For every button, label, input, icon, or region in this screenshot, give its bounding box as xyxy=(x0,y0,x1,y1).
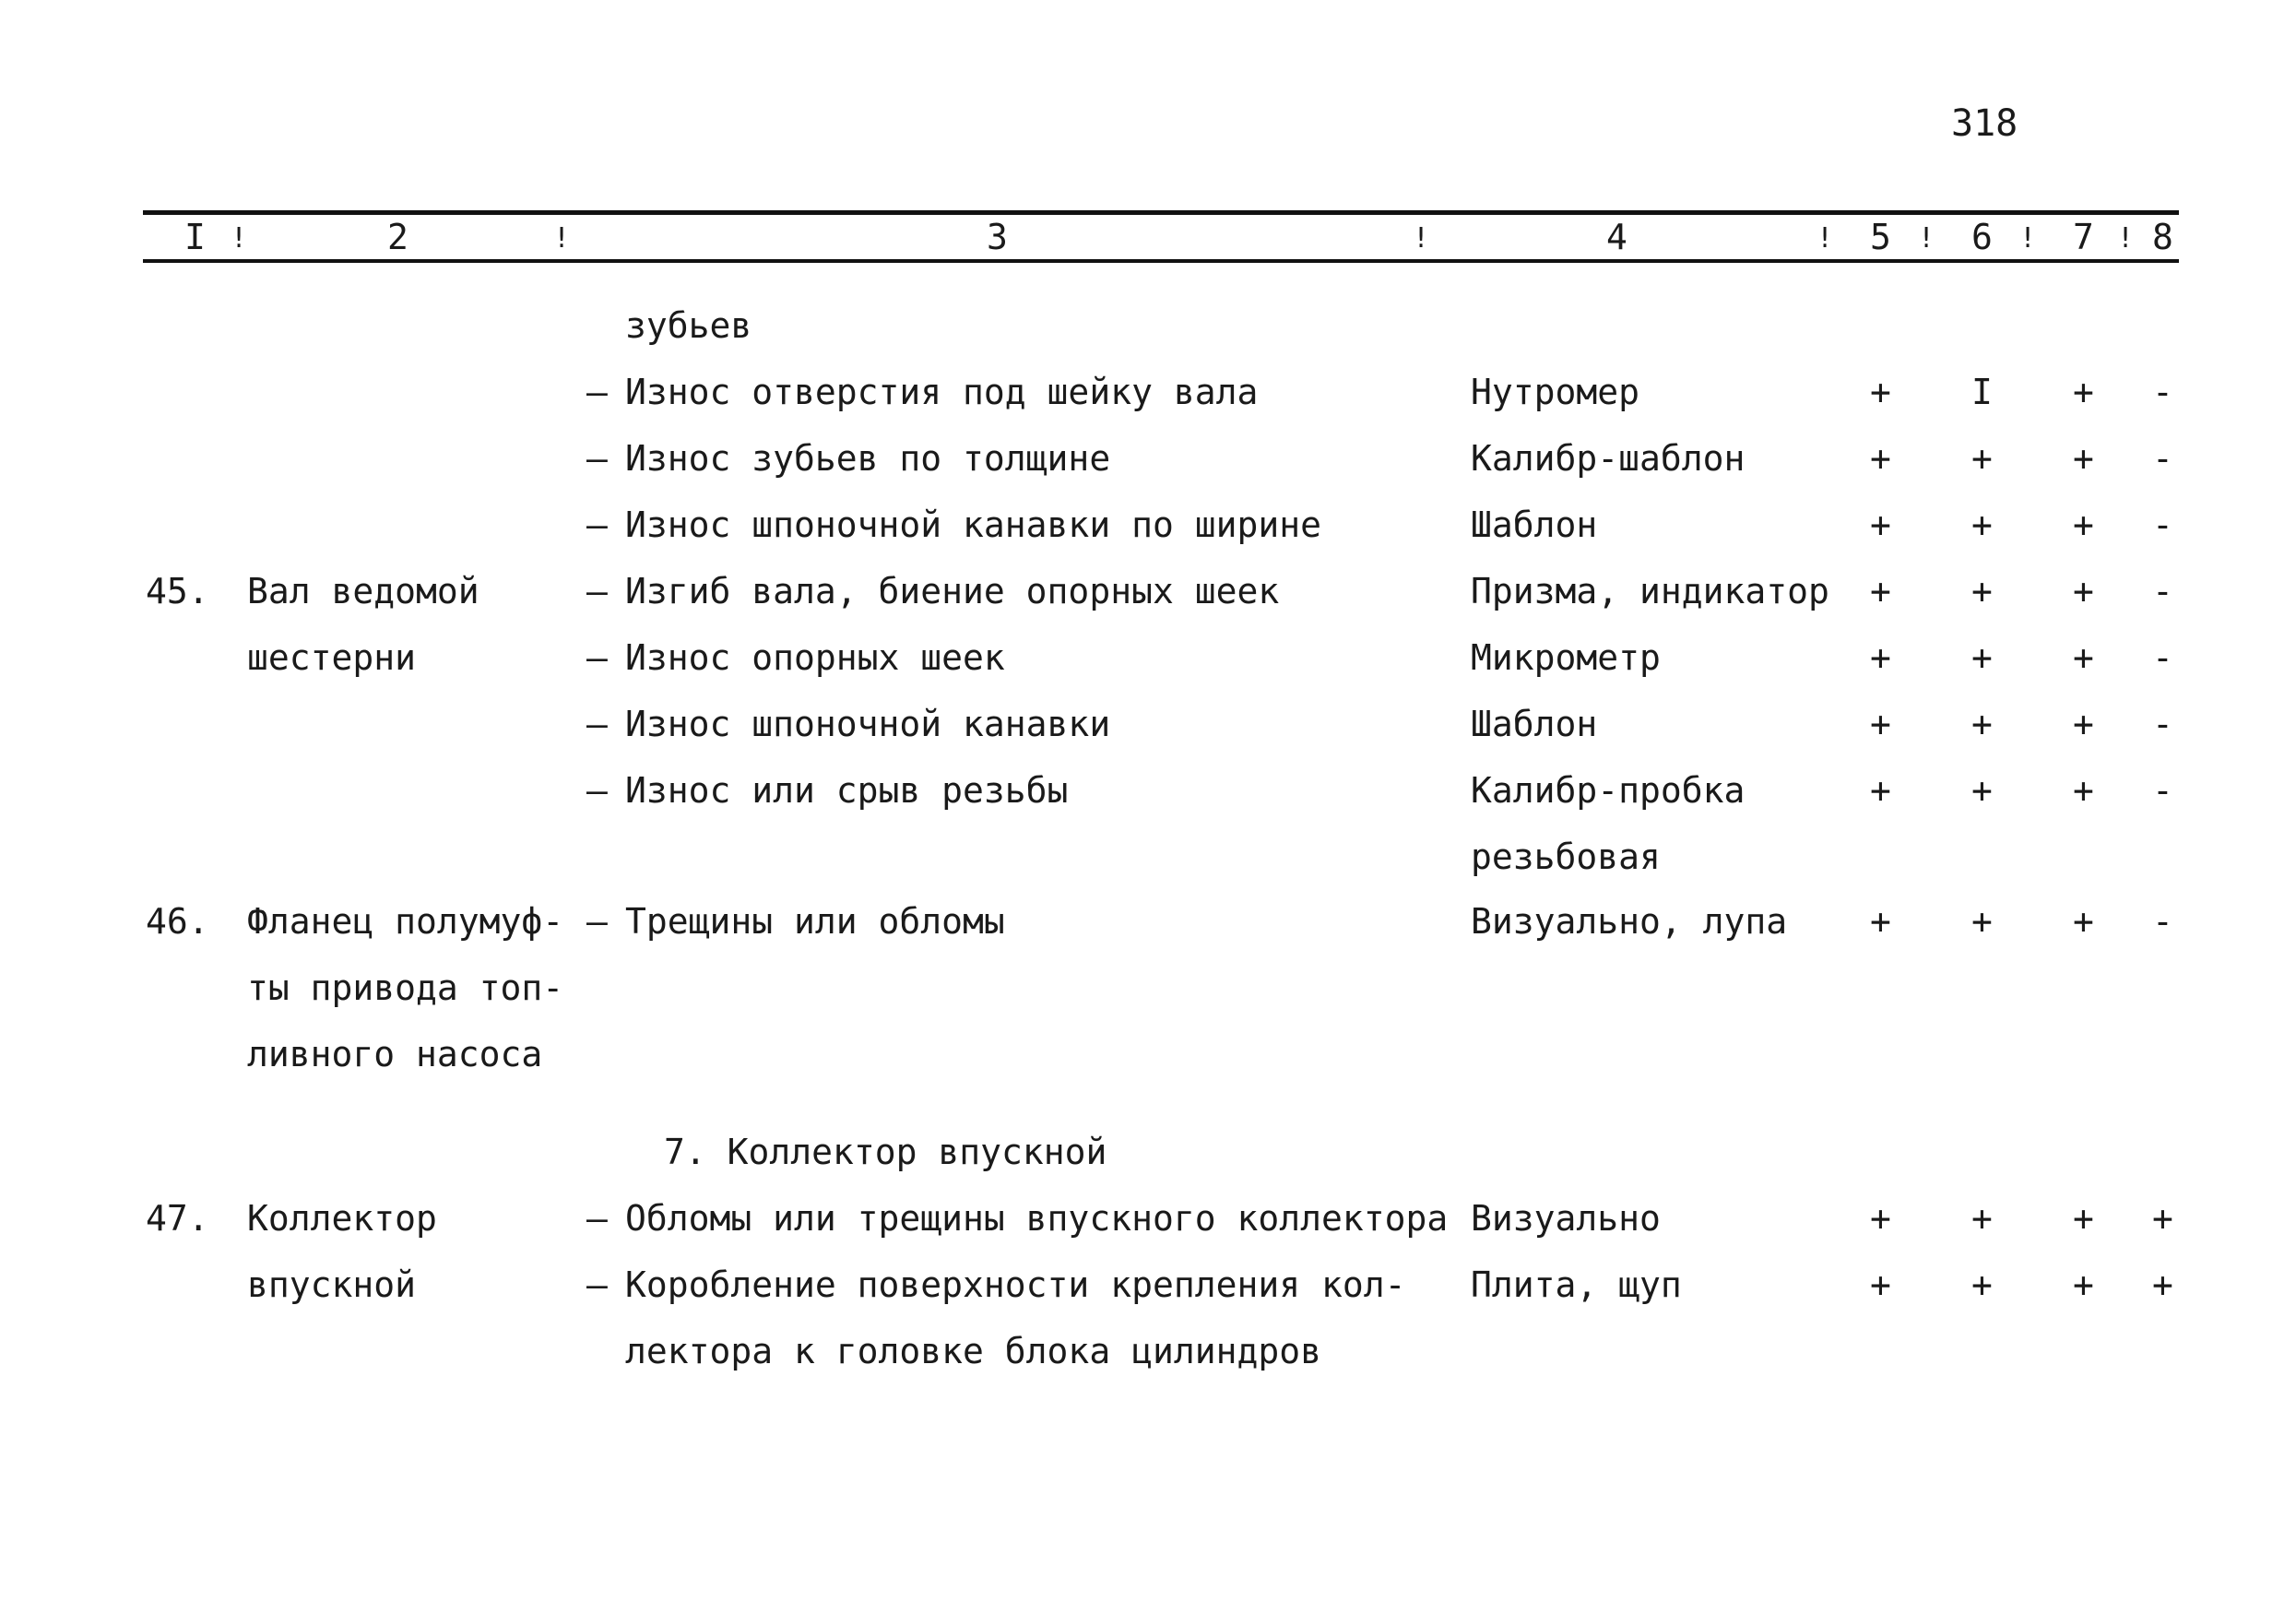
col-separator: ! xyxy=(231,222,248,255)
col-separator: ! xyxy=(553,222,571,255)
defect-text: Износ шпоночной канавки по ширине xyxy=(625,504,1321,545)
item-number: 47. xyxy=(146,1198,209,1239)
mark-col-8: - xyxy=(2152,704,2173,744)
mark-col-8: - xyxy=(2152,504,2173,545)
col-header-5: 5 xyxy=(1870,217,1891,257)
col-separator: ! xyxy=(2019,222,2037,255)
mark-col-8: + xyxy=(2152,1264,2173,1305)
tool-text: Калибр-пробка xyxy=(1471,770,1746,811)
defect-text: Обломы или трещины впускного коллектора xyxy=(625,1198,1449,1239)
part-name: Коллектор xyxy=(247,1198,437,1239)
mark-col-7: + xyxy=(2073,770,2094,811)
mark-col-5: + xyxy=(1870,438,1891,479)
mark-col-8: - xyxy=(2152,438,2173,479)
mark-col-5: + xyxy=(1870,704,1891,744)
mark-col-6: + xyxy=(1971,438,1993,479)
defect-text: зубьев xyxy=(625,305,752,346)
mark-col-8: - xyxy=(2152,770,2173,811)
defect-text: Износ зубьев по толщине xyxy=(625,438,1111,479)
mark-col-6: + xyxy=(1971,504,1993,545)
tool-text: Призма, индикатор xyxy=(1471,571,1829,611)
mark-col-5: + xyxy=(1870,571,1891,611)
defect-dash: – xyxy=(586,1198,608,1239)
defect-text: Износ шпоночной канавки xyxy=(625,704,1111,744)
tool-text: Плита, щуп xyxy=(1471,1264,1682,1305)
part-name: Вал ведомой xyxy=(247,571,479,611)
tool-text: Шаблон xyxy=(1471,704,1598,744)
mark-col-6: + xyxy=(1971,770,1993,811)
tool-text: Калибр-шаблон xyxy=(1471,438,1746,479)
defect-dash: – xyxy=(586,571,608,611)
tool-text: Визуально xyxy=(1471,1198,1661,1239)
mark-col-6: I xyxy=(1971,372,1993,412)
mark-col-5: + xyxy=(1870,1198,1891,1239)
mark-col-5: + xyxy=(1870,372,1891,412)
mark-col-7: + xyxy=(2073,571,2094,611)
mark-col-7: + xyxy=(2073,1264,2094,1305)
defect-text: Износ опорных шеек xyxy=(625,637,1005,678)
tool-text: Микрометр xyxy=(1471,637,1661,678)
defect-dash: – xyxy=(586,504,608,545)
mark-col-6: + xyxy=(1971,571,1993,611)
item-number: 45. xyxy=(146,571,209,611)
mark-col-7: + xyxy=(2073,637,2094,678)
mark-col-7: + xyxy=(2073,704,2094,744)
defect-text: Изгиб вала, биение опорных шеек xyxy=(625,571,1280,611)
mark-col-5: + xyxy=(1870,770,1891,811)
col-header-4: 4 xyxy=(1606,217,1627,257)
part-name: впускной xyxy=(247,1264,417,1305)
mark-col-5: + xyxy=(1870,1264,1891,1305)
mark-col-7: + xyxy=(2073,901,2094,942)
col-separator: ! xyxy=(1817,222,1834,255)
defect-dash: – xyxy=(586,770,608,811)
tool-text: резьбовая xyxy=(1471,837,1661,877)
table-header-rule xyxy=(143,259,2179,263)
part-name: шестерни xyxy=(247,637,417,678)
tool-text: Визуально, лупа xyxy=(1471,901,1788,942)
col-header-8: 8 xyxy=(2152,217,2173,257)
defect-dash: – xyxy=(586,372,608,412)
defect-text: Износ отверстия под шейку вала xyxy=(625,372,1259,412)
col-separator: ! xyxy=(1413,222,1430,255)
defect-text: Трещины или обломы xyxy=(625,901,1005,942)
mark-col-8: - xyxy=(2152,571,2173,611)
defect-text: Коробление поверхности крепления кол- xyxy=(625,1264,1406,1305)
col-header-6: 6 xyxy=(1971,217,1993,257)
mark-col-5: + xyxy=(1870,504,1891,545)
col-header-3: 3 xyxy=(987,217,1008,257)
defect-dash: – xyxy=(586,704,608,744)
mark-col-6: + xyxy=(1971,1264,1993,1305)
mark-col-7: + xyxy=(2073,372,2094,412)
defect-text: лектора к головке блока цилиндров xyxy=(625,1331,1321,1371)
col-separator: ! xyxy=(2117,222,2135,255)
tool-text: Шаблон xyxy=(1471,504,1598,545)
mark-col-6: + xyxy=(1971,704,1993,744)
col-header-2: 2 xyxy=(387,217,408,257)
part-name: ты привода топ- xyxy=(247,967,564,1008)
mark-col-8: + xyxy=(2152,1198,2173,1239)
defect-dash: – xyxy=(586,901,608,942)
defect-text: Износ или срыв резьбы xyxy=(625,770,1069,811)
defect-dash: – xyxy=(586,438,608,479)
mark-col-6: + xyxy=(1971,901,1993,942)
item-number: 46. xyxy=(146,901,209,942)
mark-col-7: + xyxy=(2073,438,2094,479)
mark-col-8: - xyxy=(2152,637,2173,678)
col-header-1: I xyxy=(184,217,206,257)
mark-col-6: + xyxy=(1971,637,1993,678)
mark-col-7: + xyxy=(2073,1198,2094,1239)
col-header-7: 7 xyxy=(2073,217,2094,257)
mark-col-7: + xyxy=(2073,504,2094,545)
mark-col-5: + xyxy=(1870,901,1891,942)
part-name: Фланец полумуф- xyxy=(247,901,564,942)
mark-col-8: - xyxy=(2152,372,2173,412)
table-top-rule xyxy=(143,210,2179,215)
mark-col-6: + xyxy=(1971,1198,1993,1239)
section-heading: 7. Коллектор впускной xyxy=(664,1132,1107,1172)
defect-dash: – xyxy=(586,637,608,678)
mark-col-8: - xyxy=(2152,901,2173,942)
defect-dash: – xyxy=(586,1264,608,1305)
part-name: ливного насоса xyxy=(247,1034,543,1074)
mark-col-5: + xyxy=(1870,637,1891,678)
page-number: 318 xyxy=(1951,102,2018,145)
tool-text: Нутромер xyxy=(1471,372,1640,412)
col-separator: ! xyxy=(1918,222,1935,255)
